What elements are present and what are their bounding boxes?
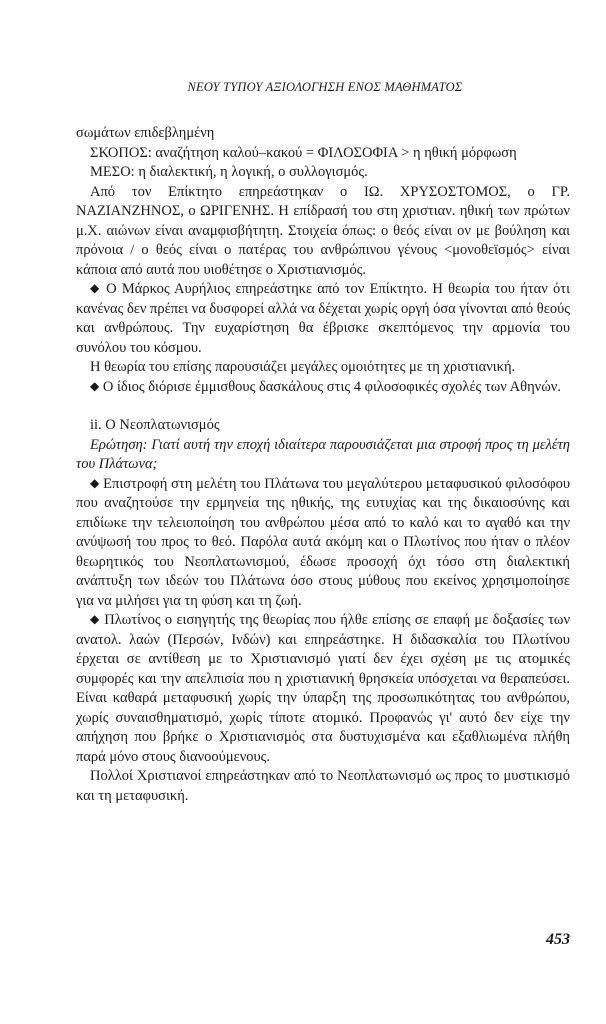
paragraph-3: ΜΕΣΟ: η διαλεκτική, η λογική, ο συλλογισμός. <box>90 164 368 180</box>
paragraph-11-text: Πλωτίνος ο εισηγητής της θεωρίας που ήλθε επίσης σε επαφή με δοξασίες των ανατολ. λαών (Περσών, Ινδών) και επηρεάστηκε. Η διδασκαλία του Πλωτίνου έρχεται σε αντίθεση με το Χριστιανισμό γιατί δεν έχει σχέση με τις ατομικές συμφορές και την απελπισία που η χριστιανική θρησκεία υπόσχεται να θεραπεύσει. Είναι καθαρά μεταφυσική χωρίς την ύπαρξη της προσωπικότητας του ανθρώπου, χωρίς συναισθηματισμό, χωρίς τίποτε ατομικό. Προφανώς γι' αυτό δεν είχε την απήχηση που βρήκε ο Χριστιανισμός στα δυστυχισμένα και εξαθλιωμένα πλήθη παρά μόνο στους διανοούμενους. <box>76 612 571 765</box>
paragraph-4: Από τον Επίκτητο επηρεάστηκαν ο ΙΩ. ΧΡΥΣΟΣΤΟΜΟΣ, ο ΓΡ. ΝΑΖΙΑΝΖΗΝΟΣ, ο ΩΡΙΓΕΝΗΣ. Η επίδρασή του στη χριστιαν. ηθική των πρώτων μ.Χ. αιώνων είναι αναμφισβήτητη. Στοιχεία όπως: ο θεός είναι ον με βούληση και πρόνοια / ο θεός είναι ο πατέρας του ανθρώπινου γένους <μονοθεϊσμός> είναι κάποια από αυτά που υιοθέτησε ο Χριστιανισμός. <box>76 183 570 278</box>
paragraph-7-text: Ο ίδιος διόρισε έμμισθους δασκάλους στις 4 φιλοσοφικές σχολές των Αθηνών. <box>102 378 561 395</box>
bullet-icon: ◆ <box>90 281 101 295</box>
paragraph-1: σωμάτων επιδεβλημένη <box>76 125 215 141</box>
section-heading: ii. Ο Νεοπλατωνισμός <box>90 417 220 433</box>
question-paragraph: Ερώτηση: Γιατί αυτή την εποχή ιδιαίτερα παρουσιάζεται μια στροφή προς τη μελέτη του Πλάτωνα; <box>76 436 570 472</box>
paragraph-10 <box>76 475 570 612</box>
paragraph-5-text: Ο Μάρκος Αυρήλιος επηρεάστηκε από τον Επίκτητο. Η θεωρία του ήταν ότι κανένας δεν πρέπει να δυσφορεί αλλά να δέχεται χωρίς οργή όσα γίνονται από θεούς και ανθρώπους. Την ευχαρίστηση θα έβρισκε σκεπτόμενος την αρμονία του συνόλου του κόσμου. <box>76 281 571 356</box>
paragraph-2: ΣΚΟΠΟΣ: αναζήτηση καλού–κακού = ΦΙΛΟΣΟΦΙΑ > η ηθική μόρφωση <box>90 144 517 161</box>
bullet-icon: ◆ <box>90 378 100 393</box>
bullet-icon: ◆ <box>90 475 100 490</box>
paragraph-5 <box>76 280 570 358</box>
paragraph-7 <box>76 378 570 398</box>
paragraph-12: Πολλοί Χριστιανοί επηρεάστηκαν από το Νεοπλατωνισμό ως προς το μυστικισμό και τη μεταφυσική. <box>76 768 570 804</box>
running-header: ΝΕΟΥ ΤΥΠΟΥ ΑΞΙΟΛΟΓΗΣΗ ΕΝΟΣ ΜΑΘΗΜΑΤΟΣ <box>187 80 463 94</box>
page-number: 453 <box>546 931 570 948</box>
bullet-icon: ◆ <box>90 612 100 626</box>
paragraph-10-text: Επιστροφή στη μελέτη του Πλάτωνα του μεγαλύτερου μεταφυσικού φιλοσόφου που αναζητούσε την ερμηνεία της ηθικής, της ευτυχίας και της δικαιοσύνης και επιδίωκε την τελειοποίηση του ανθρώπου μέσα από το καλό και το αγαθό και την ανύψωσή του προς το θεό. Παρόλα αυτά ακόμη και ο Πλωτίνος που ήταν ο πλέον θεωρητικός του Νεοπλατωνισμού, έδωσε προσοχή όχι τόσο στη διαλεκτική ανάπτυξη των ιδεών του Πλάτωνα όσο στους μύθους που εκείνος χρησιμοποίησε για να μιλήσει για τη φύση και τη ζωή. <box>76 475 570 609</box>
paragraph-11 <box>76 611 570 767</box>
page-body <box>76 124 570 806</box>
section-gap <box>76 397 570 416</box>
paragraph-6: Η θεωρία του επίσης παρουσιάζει μεγάλες ομοιότητες με τη χριστιανική. <box>90 359 516 375</box>
